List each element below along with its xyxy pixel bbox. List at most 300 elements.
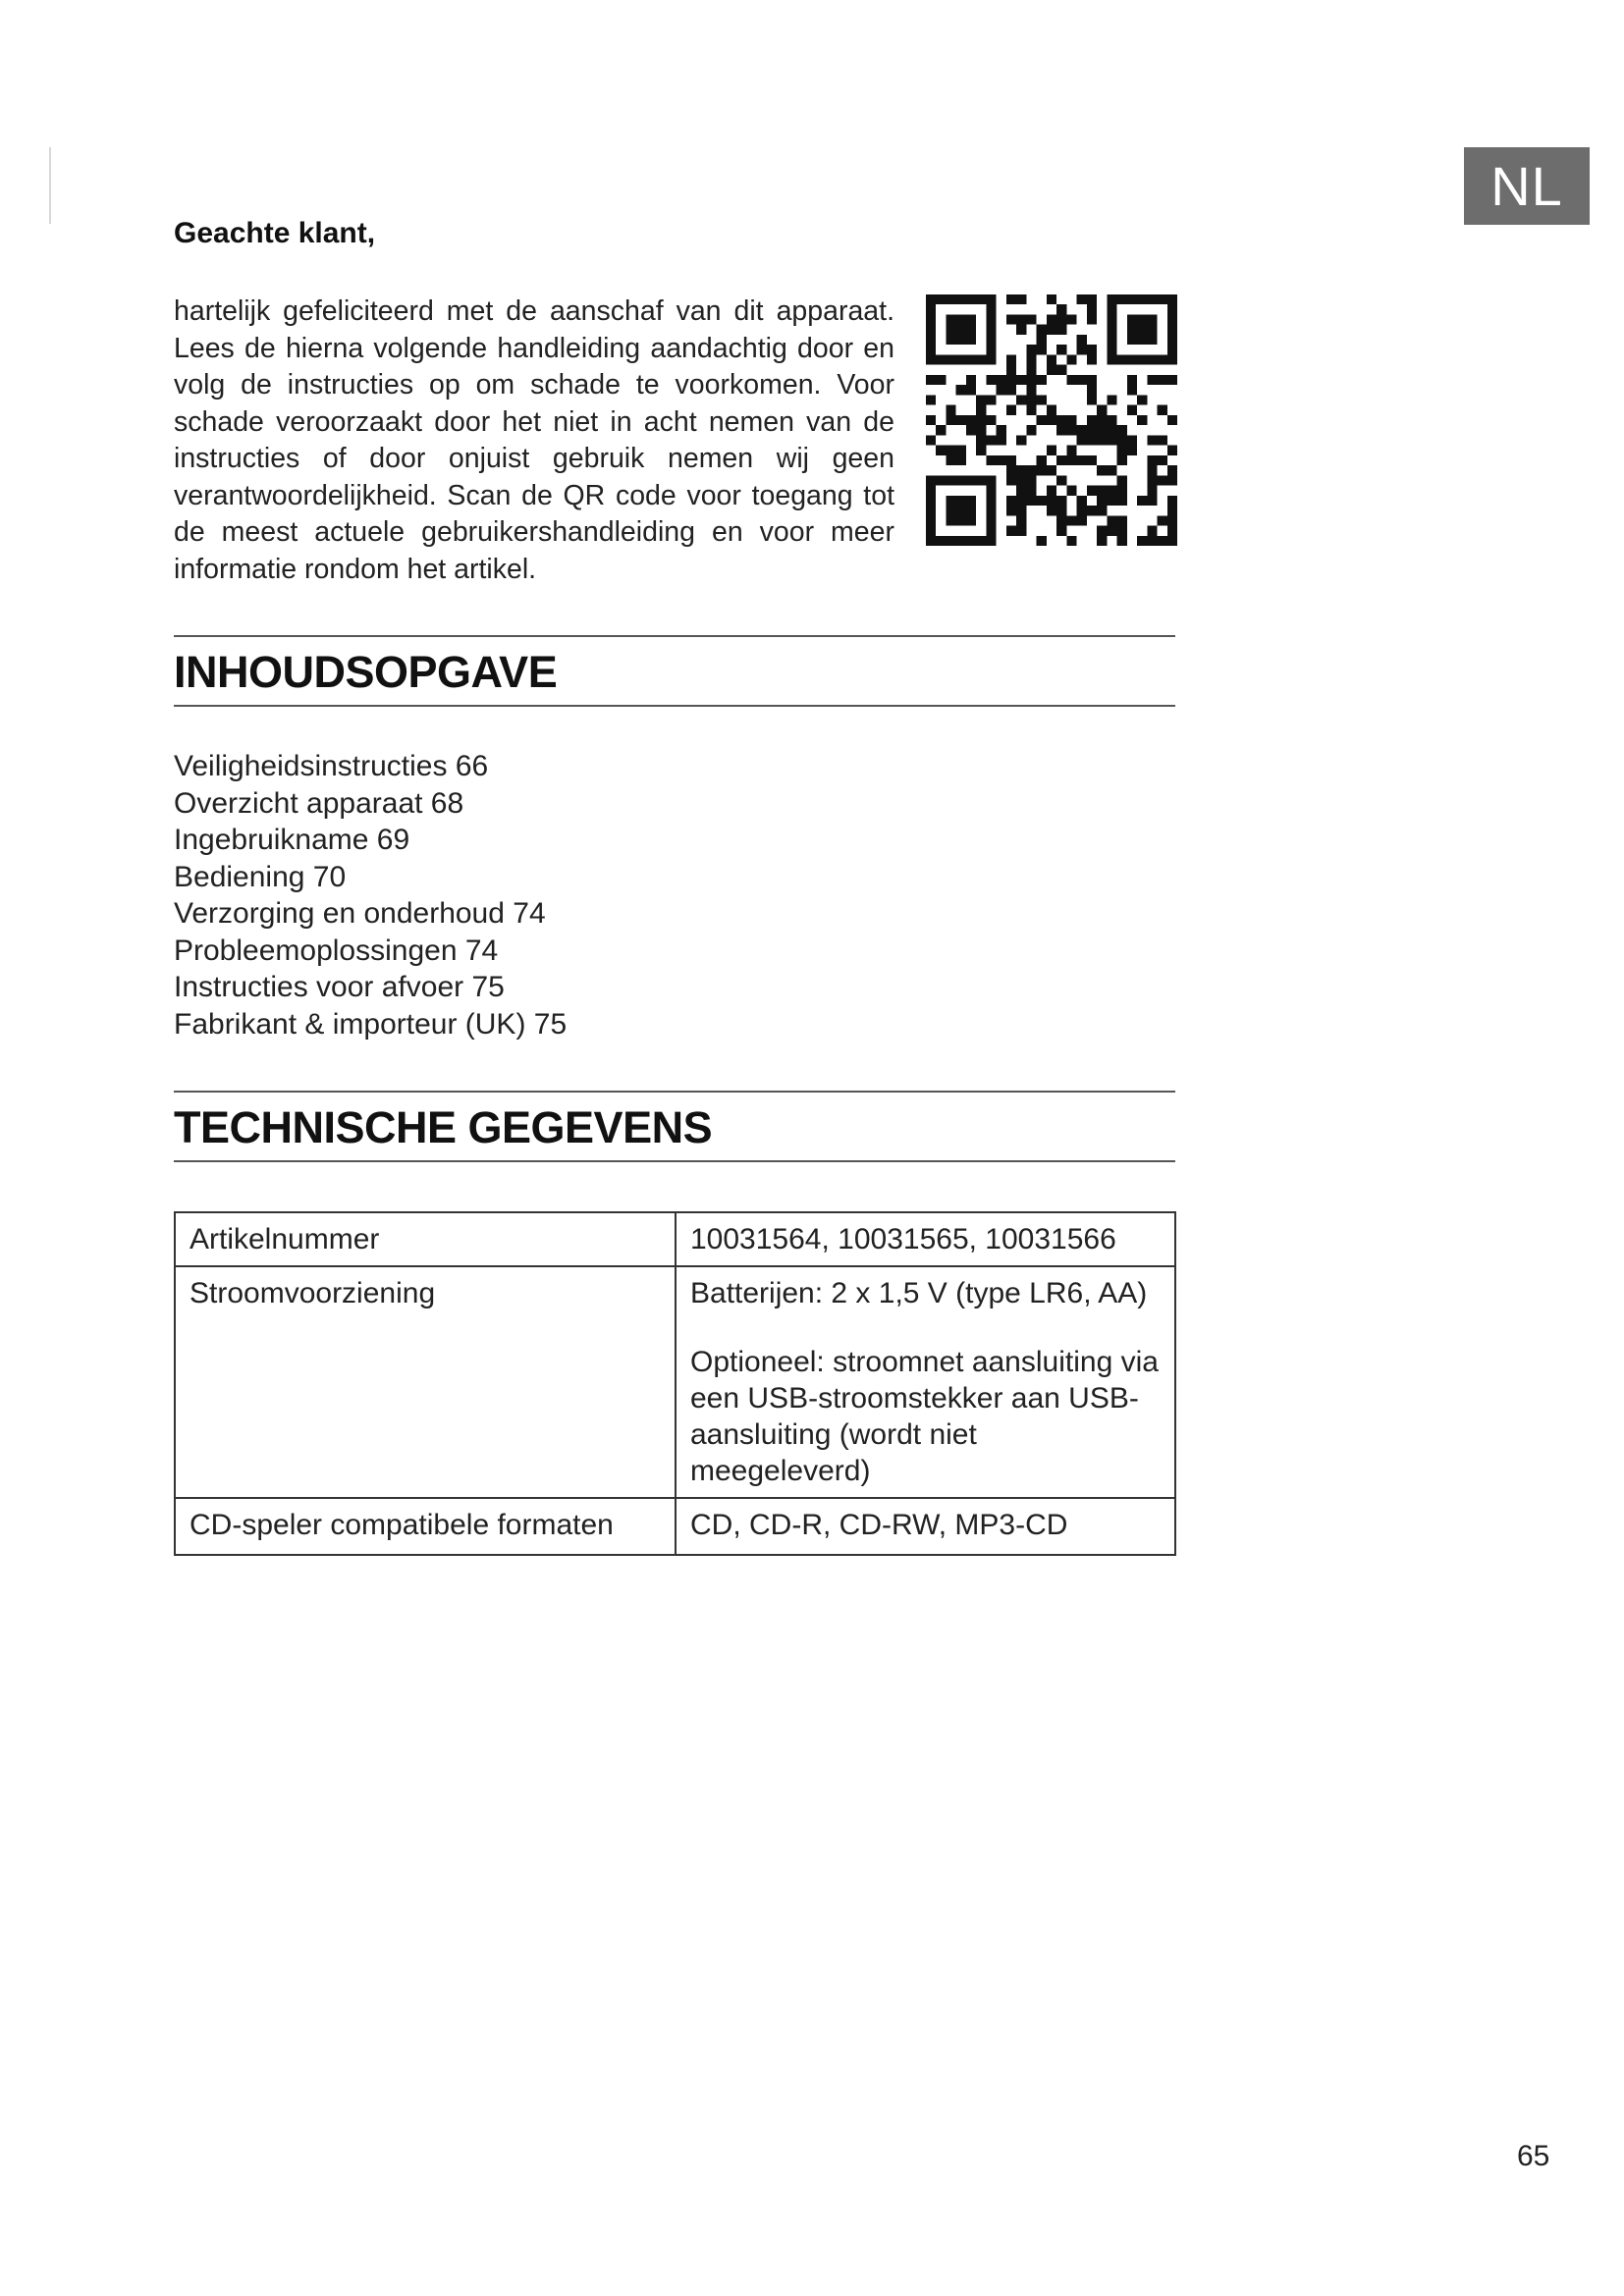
qr-module [976, 415, 986, 425]
qr-module [956, 314, 966, 324]
toc-item[interactable]: Probleemoplossingen 74 [174, 934, 499, 967]
qr-module [1158, 515, 1167, 525]
qr-module [1158, 375, 1167, 385]
qr-module [1097, 526, 1107, 536]
qr-module [1087, 455, 1097, 465]
qr-module [1066, 515, 1076, 525]
qr-module [1127, 294, 1137, 304]
qr-module [1006, 405, 1016, 415]
qr-module [1006, 314, 1016, 324]
qr-module [956, 335, 966, 345]
qr-module [1016, 506, 1026, 515]
qr-module [1127, 354, 1137, 364]
qr-module [946, 314, 955, 324]
qr-module [1047, 496, 1056, 506]
qr-module [1077, 294, 1087, 304]
qr-module [997, 375, 1006, 385]
qr-module [1127, 335, 1137, 345]
qr-module [1037, 496, 1047, 506]
qr-module [986, 335, 996, 345]
qr-module [1037, 395, 1047, 404]
qr-module [1137, 415, 1147, 425]
qr-module [966, 536, 976, 546]
qr-module [926, 435, 936, 445]
qr-module [1026, 475, 1036, 485]
qr-module [1006, 375, 1016, 385]
qr-module [926, 475, 936, 485]
qr-module [1097, 486, 1107, 496]
qr-module [1097, 405, 1107, 415]
qr-module [926, 304, 936, 314]
qr-module [1167, 446, 1177, 455]
qr-module [1087, 304, 1097, 314]
qr-module [1037, 335, 1047, 345]
qr-module [1056, 506, 1066, 515]
toc-item[interactable]: Bediening 70 [174, 860, 347, 893]
qr-module [1016, 486, 1026, 496]
qr-module [1097, 435, 1107, 445]
qr-module [1117, 475, 1127, 485]
qr-module [986, 486, 996, 496]
qr-module [1037, 345, 1047, 354]
qr-module [1167, 536, 1177, 546]
qr-module [1087, 395, 1097, 404]
qr-module [936, 354, 946, 364]
qr-module [1127, 325, 1137, 335]
qr-module [1056, 415, 1066, 425]
qr-module [1037, 455, 1047, 465]
qr-module [1117, 425, 1127, 435]
qr-module [936, 425, 946, 435]
qr-module [1066, 375, 1076, 385]
qr-module [1026, 314, 1036, 324]
qr-module [926, 375, 936, 385]
qr-module [1127, 405, 1137, 415]
qr-module [976, 425, 986, 435]
qr-module [1107, 526, 1116, 536]
qr-module [1066, 354, 1076, 364]
qr-module [1158, 294, 1167, 304]
qr-module [1047, 446, 1056, 455]
qr-module [986, 304, 996, 314]
qr-module [966, 385, 976, 395]
qr-module [1006, 455, 1016, 465]
qr-module [1158, 405, 1167, 415]
qr-module [986, 395, 996, 404]
qr-module [1066, 446, 1076, 455]
qr-module [946, 335, 955, 345]
qr-module [1107, 335, 1116, 345]
qr-module [1107, 435, 1116, 445]
qr-module [1137, 314, 1147, 324]
spec-value-text: CD, CD-R, CD-RW, MP3-CD [690, 1509, 1068, 1541]
qr-module [1167, 304, 1177, 314]
qr-module [946, 446, 955, 455]
qr-module [976, 536, 986, 546]
qr-module [1087, 345, 1097, 354]
qr-module [926, 506, 936, 515]
qr-module [1026, 345, 1036, 354]
qr-module [986, 314, 996, 324]
qr-module [1167, 506, 1177, 515]
qr-module [1107, 294, 1116, 304]
qr-module [1087, 435, 1097, 445]
qr-module [926, 486, 936, 496]
qr-module [946, 506, 955, 515]
qr-module [926, 314, 936, 324]
qr-module [1016, 475, 1026, 485]
qr-module [1097, 496, 1107, 506]
qr-module [1047, 506, 1056, 515]
qr-module [986, 506, 996, 515]
qr-module [1158, 455, 1167, 465]
toc-item[interactable]: Veiligheidsinstructies 66 [174, 750, 489, 782]
qr-module [997, 425, 1006, 435]
qr-module [956, 446, 966, 455]
qr-module [1047, 365, 1056, 375]
qr-module [1016, 375, 1026, 385]
qr-module [926, 536, 936, 546]
qr-module [1006, 526, 1016, 536]
qr-module [1158, 536, 1167, 546]
qr-module [966, 354, 976, 364]
qr-module [1077, 455, 1087, 465]
qr-module [1066, 425, 1076, 435]
qr-module [946, 475, 955, 485]
qr-module [1107, 515, 1116, 525]
toc-item[interactable]: Fabrikant & importeur (UK) 75 [174, 1007, 568, 1041]
qr-module [1167, 354, 1177, 364]
qr-module [1147, 465, 1157, 475]
toc-item[interactable]: Overzicht apparaat 68 [174, 786, 464, 820]
qr-module [986, 455, 996, 465]
qr-module [1056, 304, 1066, 314]
qr-module [1087, 375, 1097, 385]
qr-module [1016, 435, 1026, 445]
qr-module [946, 294, 955, 304]
qr-module [1147, 325, 1157, 335]
qr-module [966, 375, 976, 385]
spec-value-text: 10031564, 10031565, 10031566 [690, 1223, 1116, 1255]
qr-module [986, 475, 996, 485]
qr-module [976, 405, 986, 415]
qr-module [926, 345, 936, 354]
qr-module [1117, 515, 1127, 525]
qr-module [1147, 496, 1157, 506]
qr-module [1107, 314, 1116, 324]
qr-module [1167, 526, 1177, 536]
qr-code[interactable] [926, 294, 1177, 546]
qr-module [1147, 335, 1157, 345]
qr-module [1056, 425, 1066, 435]
qr-module [926, 395, 936, 404]
qr-module [1107, 304, 1116, 314]
qr-module [1087, 425, 1097, 435]
qr-module [1087, 294, 1097, 304]
qr-module [1016, 496, 1026, 506]
qr-module [1167, 325, 1177, 335]
spec-value [676, 1498, 1175, 1555]
qr-module [1097, 425, 1107, 435]
table-row [175, 1266, 1175, 1498]
qr-module [966, 475, 976, 485]
spec-value-optional: Optioneel: stroomnet aansluiting via een USB-stroomstekker aan USB-aansluiting (wordt niet meegeleverd) [690, 1346, 1159, 1487]
qr-module [956, 415, 966, 425]
qr-module [1056, 475, 1066, 485]
qr-module [1158, 475, 1167, 485]
qr-module [966, 314, 976, 324]
toc-item[interactable]: Verzorging en onderhoud 74 [174, 897, 546, 930]
qr-module [1016, 294, 1026, 304]
qr-module [986, 345, 996, 354]
qr-module [956, 506, 966, 515]
greeting: Geachte klant, [174, 217, 376, 249]
qr-module [956, 515, 966, 525]
qr-module [1077, 345, 1087, 354]
qr-module [946, 354, 955, 364]
qr-module [986, 515, 996, 525]
qr-module [1137, 335, 1147, 345]
qr-module [1047, 354, 1056, 364]
qr-module [1107, 486, 1116, 496]
qr-module [1147, 486, 1157, 496]
qr-module [1147, 375, 1157, 385]
qr-module [1026, 496, 1036, 506]
qr-module [997, 435, 1006, 445]
qr-module [1016, 526, 1026, 536]
qr-module [936, 475, 946, 485]
toc-item[interactable]: Ingebruikname 69 [174, 824, 410, 856]
qr-module [1117, 536, 1127, 546]
margin-rule [49, 147, 51, 224]
toc-title: INHOUDSOPGAVE [174, 635, 1175, 707]
spec-value [676, 1266, 1175, 1498]
qr-module [1137, 496, 1147, 506]
qr-module [1147, 294, 1157, 304]
qr-module [1117, 526, 1127, 536]
qr-module [1117, 486, 1127, 496]
qr-module [1047, 486, 1056, 496]
qr-module [1087, 415, 1097, 425]
qr-module [956, 536, 966, 546]
qr-module [1087, 506, 1097, 515]
qr-module [1006, 365, 1016, 375]
qr-module [1137, 395, 1147, 404]
qr-module [1117, 455, 1127, 465]
table-row [175, 1498, 1175, 1555]
qr-module [926, 325, 936, 335]
qr-module [946, 405, 955, 415]
qr-module [1167, 375, 1177, 385]
qr-module [1077, 515, 1087, 525]
qr-module [956, 455, 966, 465]
qr-module [946, 496, 955, 506]
qr-module [986, 325, 996, 335]
qr-module [966, 325, 976, 335]
qr-module [1107, 395, 1116, 404]
qr-module [966, 415, 976, 425]
qr-module [1117, 354, 1127, 364]
qr-module [1016, 515, 1026, 525]
qr-module [946, 455, 955, 465]
qr-module [1127, 375, 1137, 385]
qr-module [956, 475, 966, 485]
qr-module [1056, 365, 1066, 375]
qr-module [1127, 446, 1137, 455]
qr-module [1026, 465, 1036, 475]
qr-module [1127, 385, 1137, 395]
qr-module [1056, 345, 1066, 354]
qr-module [1107, 345, 1116, 354]
qr-module [1016, 325, 1026, 335]
qr-module [946, 325, 955, 335]
qr-module [1077, 506, 1087, 515]
qr-module [1137, 325, 1147, 335]
qr-module [926, 294, 936, 304]
qr-module [1037, 415, 1047, 425]
qr-module [1056, 515, 1066, 525]
qr-module [956, 354, 966, 364]
qr-module [1117, 294, 1127, 304]
qr-module [976, 475, 986, 485]
qr-module [1006, 506, 1016, 515]
qr-module [1147, 455, 1157, 465]
qr-module [1016, 395, 1026, 404]
qr-module [1037, 465, 1047, 475]
qr-module [986, 294, 996, 304]
qr-module [1056, 314, 1066, 324]
qr-module [1026, 385, 1036, 395]
qr-module [1066, 314, 1076, 324]
qr-module [966, 496, 976, 506]
qr-module [1026, 395, 1036, 404]
qr-module [926, 515, 936, 525]
qr-module [1097, 415, 1107, 425]
qr-module [1066, 415, 1076, 425]
qr-module [1147, 475, 1157, 485]
qr-module [956, 325, 966, 335]
qr-module [1056, 325, 1066, 335]
qr-module [1056, 455, 1066, 465]
qr-module [956, 385, 966, 395]
qr-module [1167, 314, 1177, 324]
qr-module [1066, 486, 1076, 496]
qr-module [1167, 496, 1177, 506]
qr-module [1107, 496, 1116, 506]
qr-module [946, 415, 955, 425]
table-of-contents [174, 748, 567, 1042]
qr-module [1097, 465, 1107, 475]
qr-module [1137, 294, 1147, 304]
qr-module [1037, 325, 1047, 335]
tech-specs-title: TECHNISCHE GEGEVENS [174, 1091, 1175, 1162]
qr-module [1087, 354, 1097, 364]
qr-module [1006, 385, 1016, 395]
qr-module [1107, 465, 1116, 475]
qr-module [966, 294, 976, 304]
qr-module [997, 385, 1006, 395]
qr-module [1158, 354, 1167, 364]
qr-module [1087, 486, 1097, 496]
qr-module [1066, 455, 1076, 465]
qr-module [1107, 415, 1116, 425]
qr-module [1026, 425, 1036, 435]
qr-module [1026, 365, 1036, 375]
qr-module [1167, 515, 1177, 525]
qr-module [976, 435, 986, 445]
qr-module [1127, 314, 1137, 324]
qr-module [986, 536, 996, 546]
qr-module [1167, 415, 1177, 425]
spec-label: Artikelnummer [175, 1212, 676, 1266]
qr-module [1167, 335, 1177, 345]
qr-module [936, 446, 946, 455]
qr-module [926, 354, 936, 364]
qr-module [1137, 354, 1147, 364]
qr-module [986, 526, 996, 536]
qr-module [1107, 425, 1116, 435]
qr-module [926, 526, 936, 536]
qr-module [986, 496, 996, 506]
language-badge: NL [1464, 147, 1590, 225]
qr-module [1147, 354, 1157, 364]
qr-module [1006, 496, 1016, 506]
qr-module [946, 515, 955, 525]
qr-module [966, 515, 976, 525]
qr-module [1066, 536, 1076, 546]
qr-module [1047, 405, 1056, 415]
qr-module [1047, 415, 1056, 425]
qr-module [1107, 354, 1116, 364]
qr-module [1026, 375, 1036, 385]
qr-module [966, 335, 976, 345]
qr-module [1077, 425, 1087, 435]
qr-module [1047, 294, 1056, 304]
qr-module [1097, 536, 1107, 546]
qr-module [976, 395, 986, 404]
qr-module [1056, 496, 1066, 506]
qr-module [1167, 475, 1177, 485]
qr-module [926, 335, 936, 345]
qr-module [1087, 314, 1097, 324]
qr-module [1117, 435, 1127, 445]
qr-module [1037, 536, 1047, 546]
qr-module [1147, 526, 1157, 536]
qr-module [997, 455, 1006, 465]
qr-module [986, 375, 996, 385]
qr-module [976, 294, 986, 304]
qr-module [976, 446, 986, 455]
qr-module [1037, 375, 1047, 385]
qr-module [1147, 435, 1157, 445]
tech-specs-table [174, 1211, 1176, 1556]
qr-module [1107, 325, 1116, 335]
qr-module [1167, 294, 1177, 304]
qr-module [946, 536, 955, 546]
qr-module [956, 496, 966, 506]
qr-module [1117, 446, 1127, 455]
qr-module [1077, 496, 1087, 506]
qr-module [1047, 325, 1056, 335]
qr-module [1147, 536, 1157, 546]
qr-module [1047, 314, 1056, 324]
qr-module [976, 354, 986, 364]
spec-value-text: Batterijen: 2 x 1,5 V (type LR6, AA) [690, 1277, 1148, 1309]
qr-module [1097, 506, 1107, 515]
toc-item[interactable]: Instructies voor afvoer 75 [174, 971, 505, 1003]
spec-label: CD-speler compatibele formaten [175, 1498, 676, 1555]
qr-module [986, 435, 996, 445]
